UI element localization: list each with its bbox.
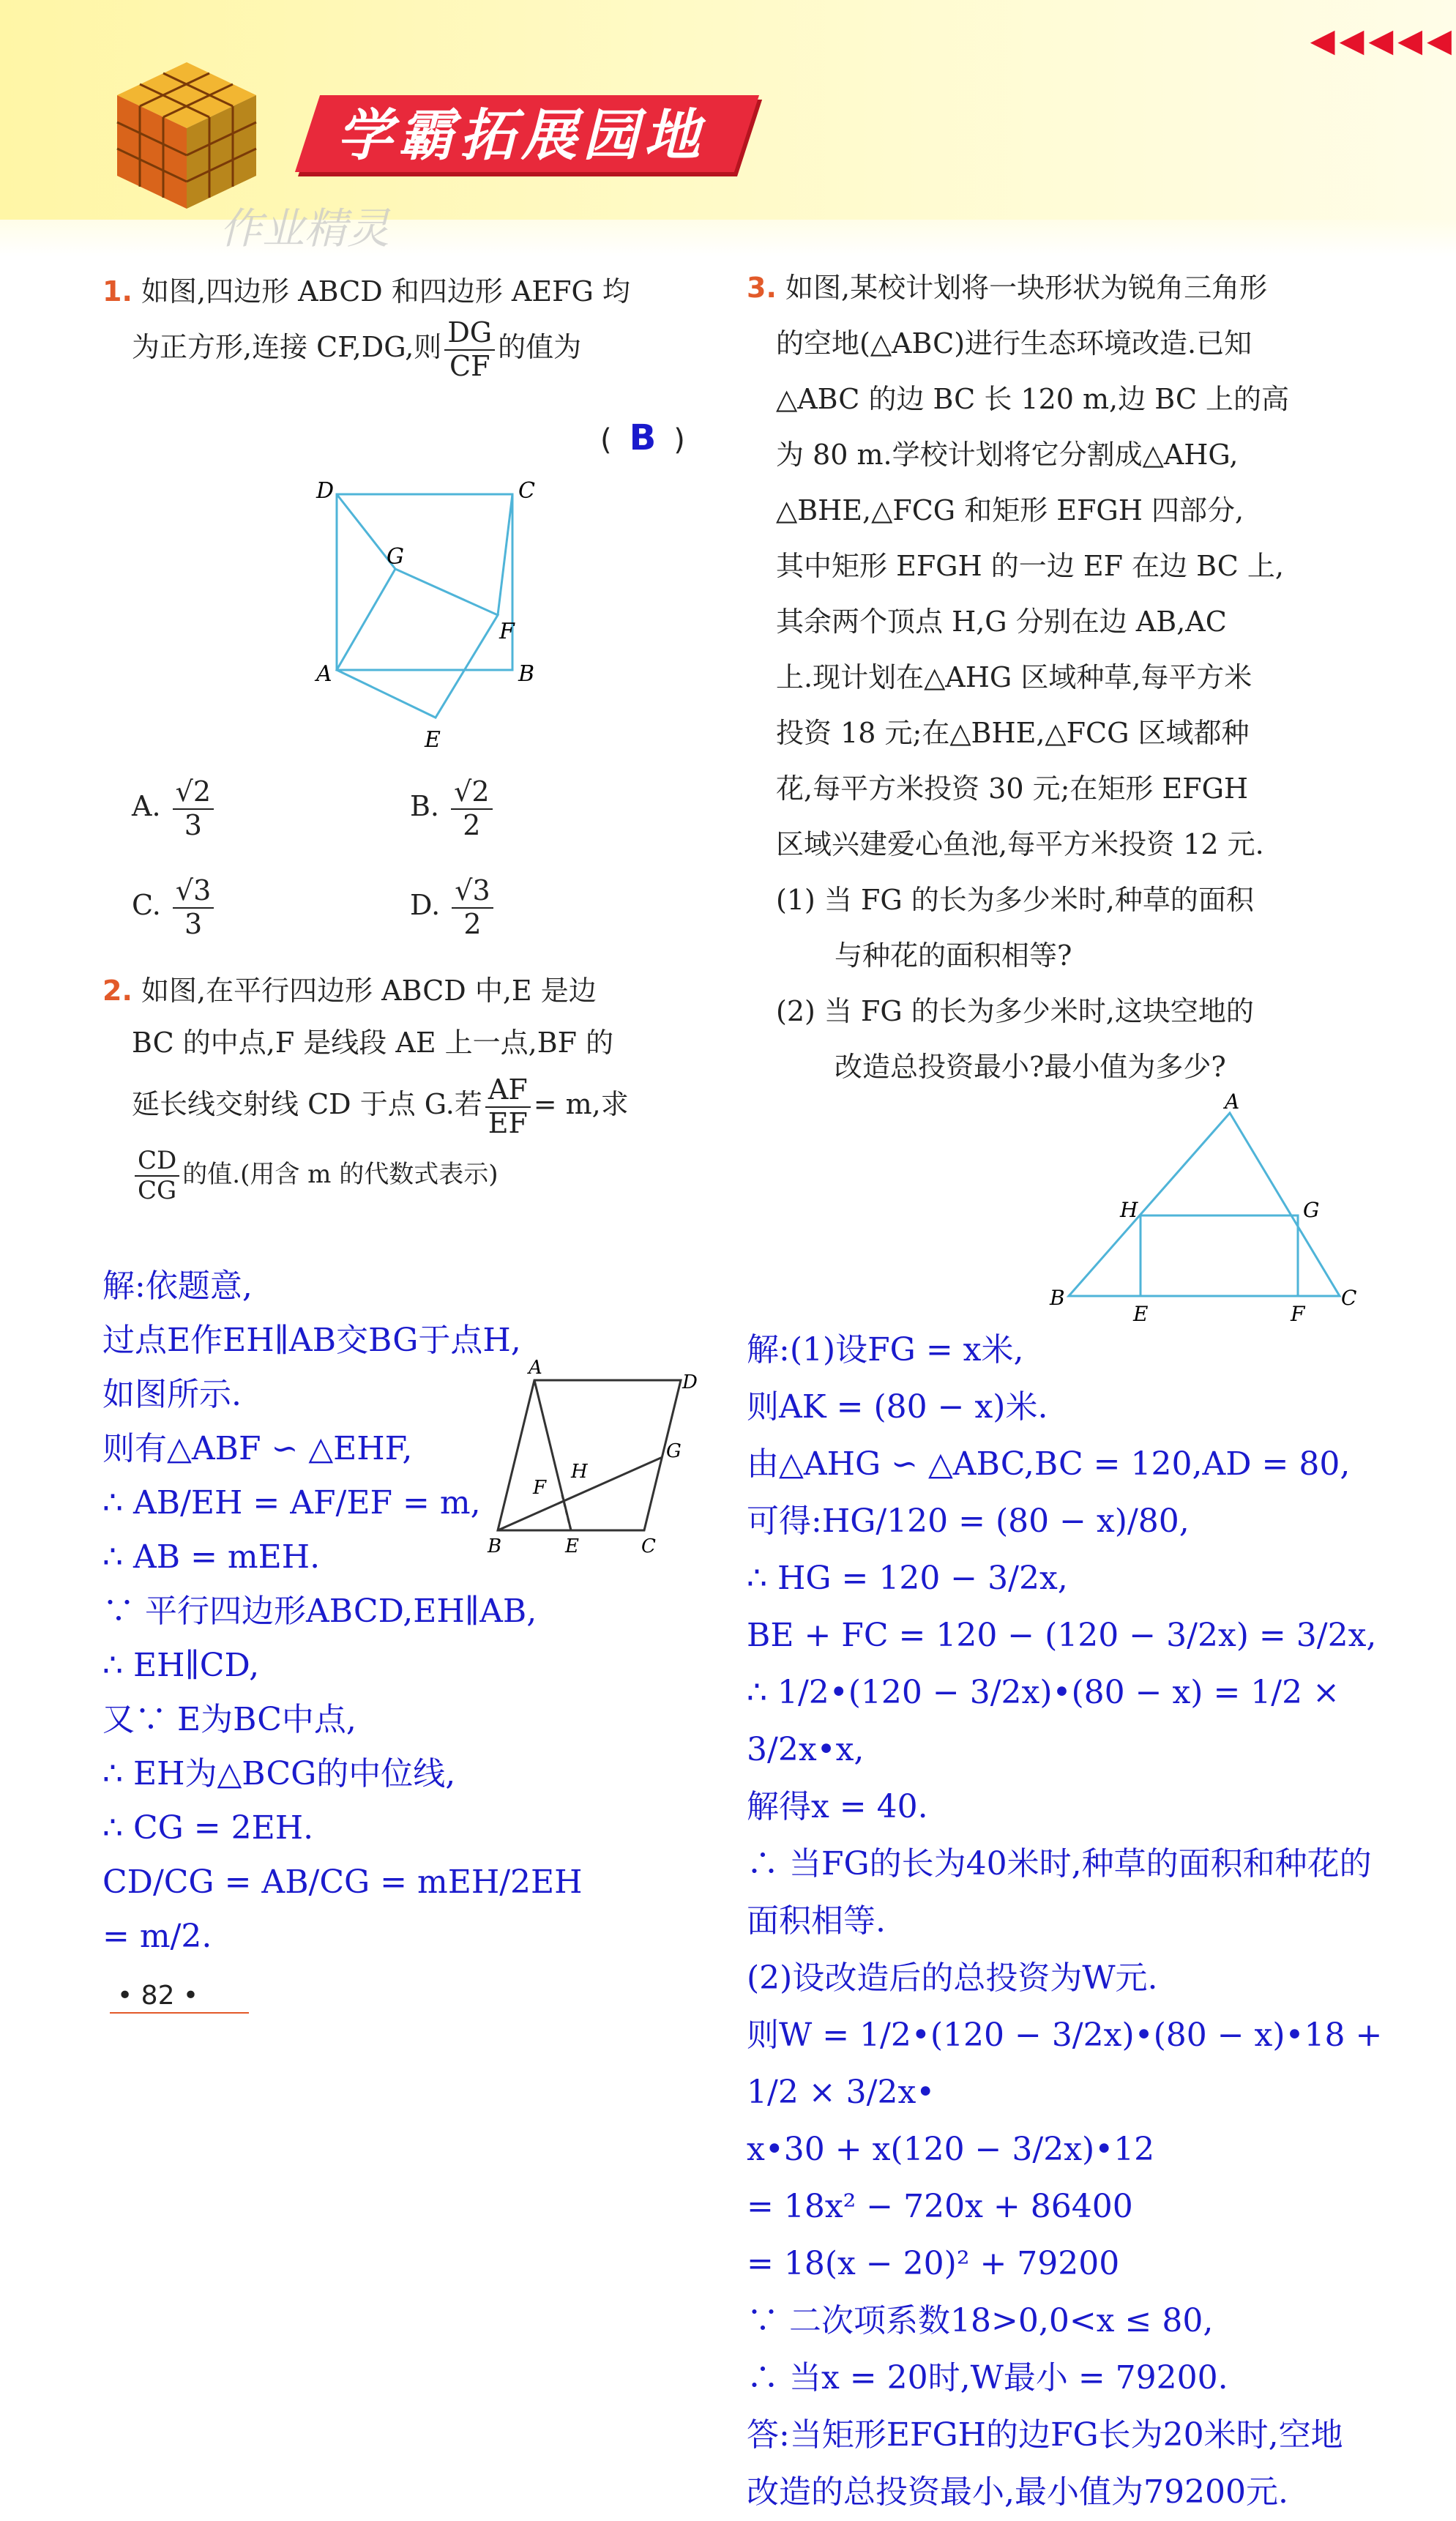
q1-label-e: E xyxy=(425,727,441,753)
q2-label-h: H xyxy=(571,1461,588,1483)
q1-number: 1. xyxy=(102,275,132,308)
page-title: 学霸拓展园地 xyxy=(337,103,706,168)
q1-fraction: $\frac{DG}{CF}$ xyxy=(444,317,495,382)
q1-figure xyxy=(307,469,571,764)
q3-label-f: F xyxy=(1291,1302,1305,1326)
q3-solution: 解:(1)设FG = x米, 则AK = (80 − x)米. 由△AHG ∽ △ABC,BC = 120,AD = 80, 可得:HG/120 = (80 − x)/80, ∴ HG = 120 − 3/2x, BE + FC = 120 − (120 − 3/2x) = 3/2x, ∴ 1/2•(120 − 3/2x)•(80 − x) = 1/2 × 3/2x•x, 解得x = 40. ∴ 当FG的长为40米时,种草的面积和种花的 面积相等. (2)设改造后的总投资为W元. 则W = 1/2•(120 − 3/2x)•(80 − x)•18 + 1/2 × 3/2x• x•30 + x(120 − 3/2x)•12 = 18x² − 720x + 86400 = 18(x − 20)² + 79200 ∵ 二次项系数18>0,0<x ≤ 80, ∴ 当x = 20时,W最小 = 79200. 答:当矩形EFGH的边FG长为20米时,空地 改造的总投资最小,最小值为79200元. xyxy=(747,1331,1383,2511)
q2-label-b: B xyxy=(488,1535,502,1557)
q3-label-g: G xyxy=(1303,1198,1320,1222)
q2-label-a: A xyxy=(529,1357,542,1379)
q3-figure xyxy=(1047,1090,1357,1336)
page-number: • 82 • xyxy=(117,1981,199,2011)
q2-label-f: F xyxy=(533,1477,547,1499)
q3-text: 3. 如图,某校计划将一块形状为锐角三角形 的空地(△ABC)进行生态环境改造.已知 △ABC 的边 BC 长 120 m,边 BC 上的高 为 80 m.学校计划将它分割成△AHG, △BHE,△FCG 和矩形 EFGH 四部分, 其中矩形 EFGH 的一边 EF 在边 BC 上, 其余两个顶点 H,G 分别在边 AB,AC 上.现计划在△AHG 区域种草,每平方米 投资 18 元;在△BHE,△FCG 区域都种 花,每平方米投资 30 元;在矩形 EFGH 区域兴建爱心鱼池,每平方米投资 12 元. (1) 当 FG 的长为多少米时,种草的面积 与种花的面积相等? (2) 当 FG 的长为多少米时,这块空地的 改造总投资最小?最小值为多少? xyxy=(747,272,1289,1083)
header-fade xyxy=(0,220,1456,256)
q1-label-d: D xyxy=(316,478,335,504)
q2-label-e: E xyxy=(565,1535,579,1557)
q2-number: 2. xyxy=(102,975,132,1007)
q1-label-g: G xyxy=(387,544,404,570)
arrow-decoration-icon: ◀◀◀◀◀ xyxy=(1310,22,1456,59)
q2-label-g: G xyxy=(666,1440,682,1462)
q1-option-b: B. $\frac{√2}{2}$ xyxy=(410,776,496,841)
q1-answer: ( B ) xyxy=(600,417,685,458)
watermark: 作业精灵 xyxy=(220,204,390,253)
q1-label-b: B xyxy=(518,661,535,687)
q2-solution: 解:依题意, 过点E作EH∥AB交BG于点H, 如图所示. 则有△ABF ∽ △EHF, ∴ AB/EH = AF/EF = m, ∴ AB = mEH. ∵ 平行四边形ABCD,EH∥AB, ∴ EH∥CD, 又∵ E为BC中点, ∴ EH为△BCG的中位线, ∴ CG = 2EH. CD/CG = AB/CG = mEH/2EH = m/2. xyxy=(102,1267,583,1955)
q1-text: 1. 如图,四边形 ABCD 和四边形 AEFG 均 为正方形,连接 CF,DG,则 $\frac{DG}{CF}$ 的值为 xyxy=(102,275,630,382)
q3-label-h: H xyxy=(1120,1198,1138,1222)
q3-label-b: B xyxy=(1050,1286,1065,1310)
q3-label-e: E xyxy=(1133,1302,1149,1326)
q1-label-c: C xyxy=(518,478,535,504)
q2-label-d: D xyxy=(682,1371,698,1393)
q1-option-a: A. $\frac{√2}{3}$ xyxy=(132,776,217,841)
q1-option-d: D. $\frac{√3}{2}$ xyxy=(410,875,496,940)
q3-label-c: C xyxy=(1341,1286,1357,1310)
q1-option-c: C. $\frac{√3}{3}$ xyxy=(132,875,217,940)
q3-number: 3. xyxy=(747,272,777,304)
page-number-rule xyxy=(110,2012,249,2014)
q1-label-f: F xyxy=(499,619,515,644)
q2-text: 2. 如图,在平行四边形 ABCD 中,E 是边 BC 的中点,F 是线段 AE 上一点,BF 的 延长线交射线 CD 于点 G.若 $\frac{AF}{EF}$ = m,求 $\frac{CD}{CG}$ 的值.(用含 m 的代数式表示) xyxy=(102,975,629,1206)
q1-label-a: A xyxy=(316,661,332,687)
q3-label-a: A xyxy=(1225,1090,1240,1114)
q2-label-c: C xyxy=(641,1535,656,1557)
